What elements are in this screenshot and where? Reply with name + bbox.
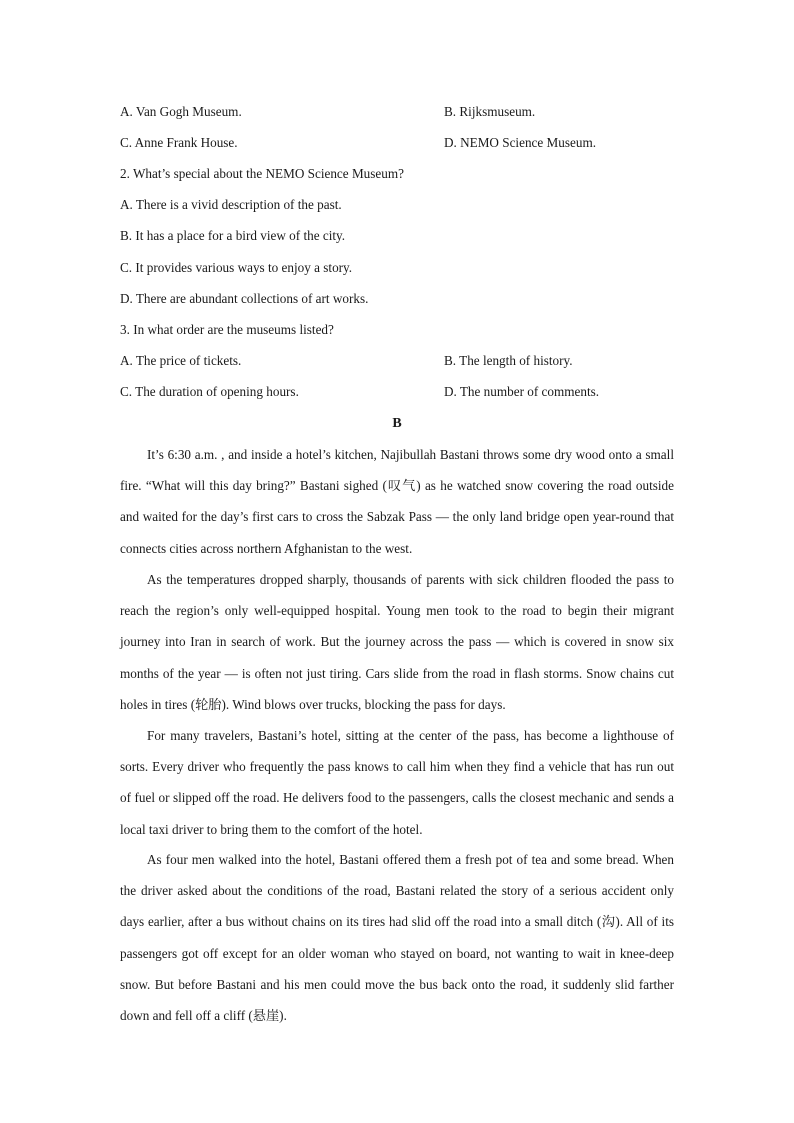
q1-option-b: B. Rijksmuseum. [444, 104, 536, 119]
q2-option-d: D. There are abundant collections of art works. [120, 291, 369, 306]
passage-paragraph-1: It’s 6:30 a.m. , and inside a hotel’s kitchen, Najibullah Bastani throws some dry wood onto a small fire. “What will this day bring?” Bastani sighed (叹气) as he watched snow covering the road outside and waited for the day’s first cars to cross the Sabzak Pass — the only land bridge open year-round that connects cities across northern Afghanistan to the west. [120, 447, 674, 556]
q2-question: 2. What’s special about the NEMO Science Museum? [120, 166, 404, 181]
q3-option-a: A. The price of tickets. [120, 353, 242, 368]
q1-option-a: A. Van Gogh Museum. [120, 104, 242, 119]
q2-option-c: C. It provides various ways to enjoy a story. [120, 260, 353, 275]
q3-question: 3. In what order are the museums listed? [120, 322, 334, 337]
passage-paragraph-2: As the temperatures dropped sharply, thousands of parents with sick children flooded the pass to reach the region’s only well-equipped hospital. Young men took to the road to begin their migrant journey into Iran in search of work. But the journey across the pass — which is covered in snow six months of the year — is often not just tiring. Cars slide from the road in flash storms. Snow chains cut holes in tires (轮胎). Wind blows over trucks, blocking the pass for days. [120, 572, 674, 712]
q3-option-d: D. The number of comments. [444, 384, 600, 399]
section-title: B [392, 416, 402, 431]
q2-option-a: A. There is a vivid description of the past. [120, 197, 342, 212]
q3-option-b: B. The length of history. [444, 353, 573, 368]
q1-option-d: D. NEMO Science Museum. [444, 135, 596, 150]
passage-paragraph-4: As four men walked into the hotel, Bastani offered them a fresh pot of tea and some bread. When the driver asked about the conditions of the road, Bastani related the story of a serious accident only days earlier, after a bus without chains on its tires had slid off the road into a small ditch (沟). All of its passengers got off except for an older woman who stayed on board, not wanting to wait in knee-deep snow. But before Bastani and his men could move the bus back onto the road, it suddenly slid farther down and fell off a cliff (悬崖). [120, 852, 674, 1024]
passage-paragraph-3: For many travelers, Bastani’s hotel, sitting at the center of the pass, has become a lighthouse of sorts. Every driver who frequently the pass knows to call him when they find a vehicle that has run out of fuel or slipped off the road. He delivers food to the passengers, calls the closest mechanic and sends a local taxi driver to bring them to the comfort of the hotel. [120, 728, 674, 837]
q3-option-c: C. The duration of opening hours. [120, 384, 299, 399]
q2-option-b: B. It has a place for a bird view of the city. [120, 228, 346, 243]
q1-option-c: C. Anne Frank House. [120, 135, 238, 150]
